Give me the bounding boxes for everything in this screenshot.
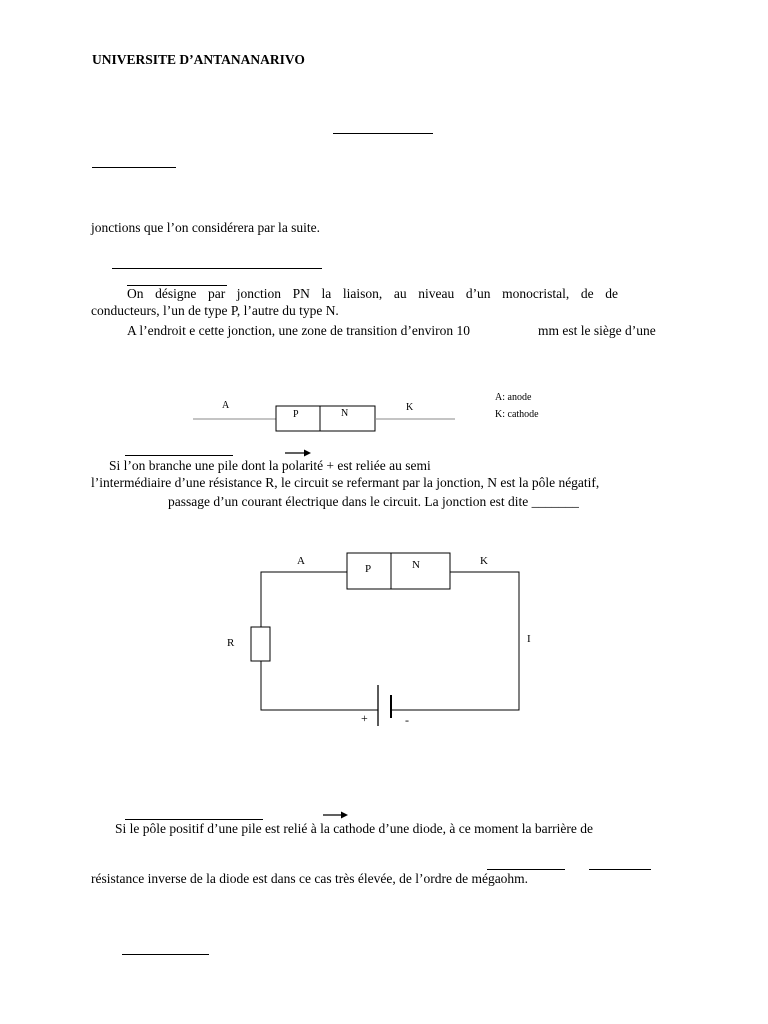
diagram1-label-p: P (293, 409, 299, 420)
circuit-label-i: I (527, 633, 531, 645)
final-heading-rule (122, 954, 209, 955)
blank-rule-1 (487, 869, 565, 870)
pn-paragraph-line1: On désigne par jonction PN la liaison, au niveau d’un monocristal, de de (127, 286, 618, 301)
university-title: UNIVERSITE D’ANTANANARIVO (92, 52, 305, 67)
inverse-paragraph-line2: résistance inverse de la diode est dans ce cas très élevée, de l’ordre de mégaohm. (91, 871, 529, 886)
circuit-label-n: N (412, 559, 420, 571)
pn-paragraph-line2: conducteurs, l’un de type P, l’autre du type N. (91, 303, 339, 318)
intro-fragment: jonctions que l’on considérera par la suite. (91, 220, 321, 235)
legend-cathode: K: cathode (495, 409, 539, 420)
direct-paragraph-line1: Si l’on branche une pile dont la polarité + est reliée au semi (109, 458, 431, 473)
diagram1-label-n: N (341, 408, 349, 419)
blank-rule-2 (589, 869, 651, 870)
battery-plus-label: + (361, 711, 368, 725)
direct-paragraph-line2: l’intermédiaire d’une résistance R, le circuit se refermant par la jonction, N est la pôle négatif, (91, 475, 600, 490)
diagram1-label-a: A (222, 400, 230, 411)
circuit-label-p: P (365, 563, 372, 575)
circuit-label-k: K (480, 555, 488, 567)
battery-minus-label: - (405, 713, 409, 727)
diagram1-label-k: K (406, 402, 414, 413)
direct-paragraph-line3: passage d’un courant électrique dans le circuit. La jonction est dite _______ (168, 494, 579, 509)
circuit-label-r: R (227, 637, 235, 649)
inverse-paragraph-line1: Si le pôle positif d’une pile est relié à la cathode d’une diode, à ce moment la barrière de (115, 821, 593, 836)
legend-anode: A: anode (495, 392, 532, 403)
pn-paragraph-line3-end: mm est le siège d’une (538, 323, 656, 338)
pn-paragraph-line3: A l’endroit e cette jonction, une zone de transition d’environ 10 (127, 323, 471, 338)
circuit-label-a: A (297, 555, 305, 567)
